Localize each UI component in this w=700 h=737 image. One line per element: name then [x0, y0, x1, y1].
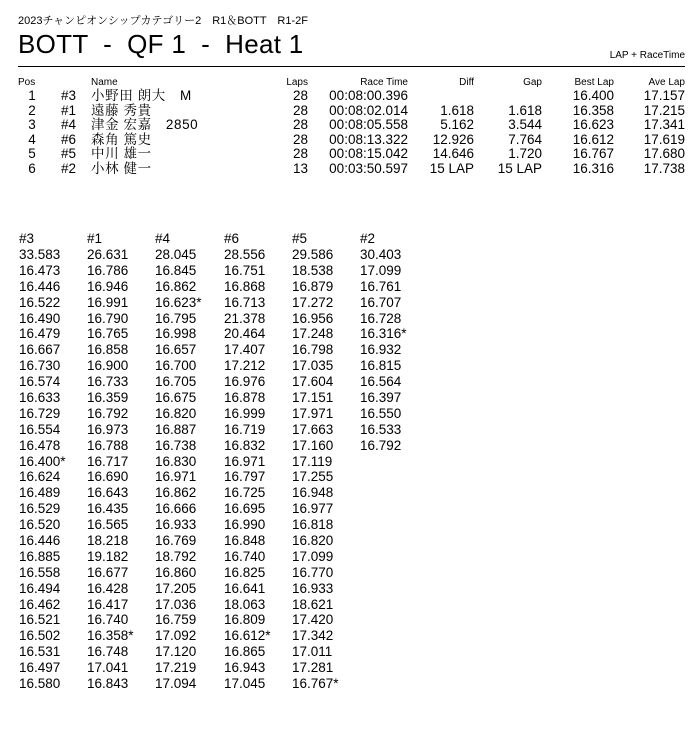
lap-time: 16.728 [360, 310, 402, 326]
lap-time: 17.342 [292, 628, 334, 644]
lap-time: 16.695 [224, 501, 266, 517]
name-cell: 小野田 朗大 M [91, 88, 192, 103]
lap-time: 17.407 [224, 342, 266, 358]
no-cell: #6 [60, 131, 77, 147]
lap-time: 17.041 [87, 660, 129, 676]
lap-time: 16.932 [360, 342, 402, 358]
lap-time: 16.971 [155, 469, 197, 485]
lap-time: 17.420 [292, 612, 334, 628]
lap-time: 16.956 [292, 310, 334, 326]
laps-cell: 28 [292, 131, 308, 147]
diff-cell: 12.926 [432, 131, 474, 147]
no-cell: #4 [60, 117, 77, 133]
no-cell: #3 [60, 88, 77, 103]
lap-time: 17.045 [224, 676, 266, 692]
lap-column-header: #4 [155, 231, 171, 246]
lap-time: 16.478 [19, 437, 61, 453]
lap-time: 16.624 [19, 469, 61, 485]
lap-time: 17.099 [292, 548, 334, 564]
gap-cell: 3.544 [508, 117, 542, 133]
lap-time: 16.358* [87, 628, 134, 644]
lap-time: 16.820 [292, 533, 334, 549]
lap-time: 16.740 [87, 612, 129, 628]
lap-time: 17.035 [292, 358, 334, 374]
col-header-pos: Pos [18, 77, 36, 88]
lap-time: 16.316* [360, 326, 407, 342]
col-header-best-lap: Best Lap [574, 77, 614, 88]
lap-time: 17.151 [292, 390, 334, 406]
lap-time: 18.621 [292, 596, 334, 612]
lap-time: 16.751 [224, 262, 266, 278]
lap-time: 16.830 [155, 453, 197, 469]
lap-time: 16.865 [224, 644, 266, 660]
name-cell: 津金 宏嘉 2850 [91, 117, 199, 133]
lap-column-header: #3 [19, 231, 35, 246]
ave-lap-cell: 17.738 [643, 160, 685, 176]
lap-time: 16.730 [19, 358, 61, 374]
lap-column [360, 231, 430, 454]
lap-time: 16.998 [155, 326, 197, 342]
lap-time: 16.725 [224, 485, 266, 501]
lap-time: 16.700 [155, 358, 197, 374]
best-lap-cell: 16.316 [572, 160, 614, 176]
result-row [18, 104, 685, 119]
result-row [18, 89, 685, 104]
lap-time: 16.933 [155, 517, 197, 533]
laps-cell: 28 [292, 88, 308, 103]
lap-time: 16.633 [19, 390, 61, 406]
no-cell: #2 [60, 160, 77, 176]
name-cell: 遠藤 秀貴 [91, 102, 152, 118]
lap-time: 16.717 [87, 453, 129, 469]
lap-time: 16.729 [19, 405, 61, 421]
race-time-cell: 00:08:05.558 [329, 117, 408, 133]
lap-time: 16.765 [87, 326, 129, 342]
col-header-laps: Laps [286, 77, 308, 88]
lap-time: 16.397 [360, 390, 402, 406]
diff-cell: 5.162 [440, 117, 474, 133]
gap-cell: 7.764 [508, 131, 542, 147]
lap-time: 17.255 [292, 469, 334, 485]
race-time-cell: 00:08:02.014 [329, 102, 408, 118]
race-time-cell: 00:08:00.396 [329, 88, 408, 103]
lap-time: 16.479 [19, 326, 61, 342]
lap-time: 16.417 [87, 596, 129, 612]
lap-time: 16.825 [224, 564, 266, 580]
lap-column [155, 231, 225, 692]
lap-time: 16.641 [224, 580, 266, 596]
lap-time: 17.272 [292, 294, 334, 310]
lap-time: 16.885 [19, 548, 61, 564]
lap-time: 16.843 [87, 676, 129, 692]
lap-time: 17.119 [292, 453, 333, 469]
lap-time: 16.533 [360, 421, 402, 437]
col-header-diff: Diff [459, 77, 474, 88]
lap-time: 16.820 [155, 405, 197, 421]
name-cell: 中川 雄一 [91, 146, 152, 162]
result-row [18, 162, 685, 177]
name-cell: 森角 篤史 [91, 131, 152, 147]
lap-time: 16.845 [155, 262, 197, 278]
lap-time: 16.435 [87, 501, 129, 517]
lap-time: 16.878 [224, 390, 266, 406]
lap-time: 16.657 [155, 342, 197, 358]
lap-time: 16.462 [19, 596, 61, 612]
lap-time: 16.690 [87, 469, 129, 485]
pos-cell: 1 [28, 88, 36, 103]
lap-time: 16.788 [87, 437, 129, 453]
gap-cell [474, 89, 542, 104]
laps-cell: 28 [292, 102, 308, 118]
col-header-race-time: Race Time [360, 77, 408, 88]
lap-time: 18.063 [224, 596, 266, 612]
lap-time: 17.604 [292, 374, 334, 390]
lap-time: 16.489 [19, 485, 61, 501]
page-title: BOTT - QF 1 - Heat 1 [18, 29, 304, 59]
lap-time: 16.359 [87, 390, 129, 406]
diff-cell: 1.618 [440, 102, 474, 118]
lap-time: 16.809 [224, 612, 266, 628]
lap-column [19, 231, 89, 692]
diff-cell [408, 89, 474, 104]
lap-time: 26.631 [87, 247, 129, 262]
lap-time: 17.663 [292, 421, 334, 437]
lap-time: 17.094 [155, 676, 197, 692]
lap-time: 16.900 [87, 358, 129, 374]
lap-time: 16.400* [19, 453, 66, 469]
ave-lap-cell: 17.341 [643, 117, 685, 133]
lap-time: 18.218 [87, 533, 129, 549]
lap-time: 16.976 [224, 374, 266, 390]
lap-time: 18.792 [155, 548, 197, 564]
ave-lap-cell: 17.619 [643, 131, 685, 147]
diff-cell: 15 LAP [429, 160, 474, 176]
race-time-cell: 00:03:50.597 [329, 160, 408, 176]
lap-time: 16.798 [292, 342, 334, 358]
lap-time: 16.971 [224, 453, 266, 469]
lap-time: 16.667 [19, 342, 61, 358]
lap-time: 16.565 [87, 517, 129, 533]
race-time-cell: 00:08:13.322 [329, 131, 408, 147]
lap-time: 16.494 [19, 580, 61, 596]
lap-time: 33.583 [19, 247, 61, 262]
lap-time: 16.792 [360, 437, 402, 453]
lap-time: 19.182 [87, 548, 129, 564]
lap-time: 16.713 [224, 294, 266, 310]
lap-column [87, 231, 157, 692]
lap-time: 16.612* [224, 628, 271, 644]
lap-time: 16.860 [155, 564, 197, 580]
lap-time: 16.887 [155, 421, 197, 437]
lap-time: 16.733 [87, 374, 129, 390]
lap-time: 16.818 [292, 517, 334, 533]
ave-lap-cell: 17.215 [643, 102, 685, 118]
lap-time: 16.705 [155, 374, 197, 390]
lap-time: 16.520 [19, 517, 61, 533]
col-header-gap: Gap [523, 77, 542, 88]
lap-time: 16.502 [19, 628, 61, 644]
lap-time: 17.011 [292, 644, 333, 660]
lap-time: 16.707 [360, 294, 402, 310]
lap-column [224, 231, 294, 692]
lap-time: 16.862 [155, 278, 197, 294]
lap-time: 16.564 [360, 374, 402, 390]
lap-time: 16.990 [224, 517, 266, 533]
lap-time: 16.769 [155, 533, 197, 549]
lap-time: 16.948 [292, 485, 334, 501]
best-lap-cell: 16.400 [572, 88, 614, 103]
laps-cell: 13 [292, 160, 308, 176]
best-lap-cell: 16.623 [572, 117, 614, 133]
laps-cell: 28 [292, 146, 308, 162]
pos-cell: 5 [28, 146, 36, 162]
pos-cell: 2 [28, 102, 36, 118]
lap-column-header: #5 [292, 231, 308, 246]
pos-cell: 3 [28, 117, 36, 133]
lap-time: 16.767* [292, 676, 339, 692]
lap-time: 16.759 [155, 612, 197, 628]
diff-cell: 14.646 [432, 146, 474, 162]
lap-time: 16.879 [292, 278, 334, 294]
lap-time: 29.586 [292, 247, 334, 262]
lap-time: 16.738 [155, 437, 197, 453]
lap-time: 18.538 [292, 262, 334, 278]
lap-column-header: #6 [224, 231, 240, 246]
lap-time: 16.868 [224, 278, 266, 294]
lap-time: 20.464 [224, 326, 266, 342]
lap-time: 16.574 [19, 374, 61, 390]
lap-time: 16.675 [155, 390, 197, 406]
lap-time: 16.946 [87, 278, 129, 294]
lap-time: 17.160 [292, 437, 334, 453]
gap-cell: 1.720 [508, 146, 542, 162]
lap-time: 17.036 [155, 596, 197, 612]
results-table [18, 76, 685, 177]
lap-time: 16.550 [360, 405, 402, 421]
best-lap-cell: 16.767 [572, 146, 614, 162]
lap-time: 16.677 [87, 564, 129, 580]
lap-time: 16.943 [224, 660, 266, 676]
result-row [18, 147, 685, 162]
lap-time: 16.973 [87, 421, 129, 437]
no-cell: #5 [60, 146, 77, 162]
lap-time: 16.490 [19, 310, 61, 326]
lap-time: 16.991 [87, 294, 129, 310]
lap-time: 16.623* [155, 294, 202, 310]
lap-time: 16.792 [87, 405, 129, 421]
lap-time: 16.740 [224, 548, 266, 564]
lap-time: 16.977 [292, 501, 334, 517]
lap-time: 16.815 [360, 358, 402, 374]
lap-time: 21.378 [224, 310, 266, 326]
lap-time: 17.099 [360, 262, 402, 278]
lap-time: 16.446 [19, 278, 61, 294]
lap-time: 16.797 [224, 469, 266, 485]
lap-time: 16.858 [87, 342, 129, 358]
lap-time: 16.554 [19, 421, 61, 437]
lap-time: 16.531 [19, 644, 61, 660]
lap-time: 16.446 [19, 533, 61, 549]
result-row [18, 118, 685, 133]
lap-time: 16.786 [87, 262, 129, 278]
lap-column [292, 231, 362, 692]
lap-time: 17.248 [292, 326, 334, 342]
lap-time: 16.529 [19, 501, 61, 517]
lap-time: 28.556 [224, 247, 266, 262]
lap-time: 17.092 [155, 628, 197, 644]
lap-time: 30.403 [360, 247, 402, 262]
header-rule [18, 66, 685, 67]
lap-time: 16.719 [224, 421, 266, 437]
lap-column-header: #2 [360, 231, 376, 246]
lap-time: 17.120 [155, 644, 197, 660]
event-subtitle: 2023チャンピオンシップカテゴリー2 R1＆BOTT R1-2F [18, 15, 308, 27]
col-header-ave-lap: Ave Lap [648, 77, 685, 88]
no-cell: #1 [60, 102, 77, 118]
lap-time: 16.933 [292, 580, 334, 596]
lap-time: 16.999 [224, 405, 266, 421]
lap-time: 16.795 [155, 310, 197, 326]
gap-cell: 15 LAP [497, 160, 542, 176]
lap-time: 17.212 [224, 358, 266, 374]
lap-time: 16.428 [87, 580, 129, 596]
lap-time: 16.643 [87, 485, 129, 501]
gap-cell: 1.618 [508, 102, 542, 118]
lap-time: 16.522 [19, 294, 61, 310]
pos-cell: 6 [28, 160, 36, 176]
pos-cell: 4 [28, 131, 36, 147]
lap-time: 16.497 [19, 660, 61, 676]
lap-time: 16.848 [224, 533, 266, 549]
lap-time: 16.862 [155, 485, 197, 501]
lap-time: 16.521 [19, 612, 61, 628]
lap-time: 17.219 [155, 660, 197, 676]
ave-lap-cell: 17.157 [643, 88, 685, 103]
best-lap-cell: 16.612 [572, 131, 614, 147]
lap-time: 16.580 [19, 676, 61, 692]
lap-time: 16.770 [292, 564, 334, 580]
col-header-name: Name [91, 77, 118, 88]
lap-time: 16.473 [19, 262, 61, 278]
lap-time: 16.832 [224, 437, 266, 453]
race-time-cell: 00:08:15.042 [329, 146, 408, 162]
report-type-label: LAP + RaceTime [609, 50, 685, 61]
lap-time: 16.666 [155, 501, 197, 517]
lap-column-header: #1 [87, 231, 103, 246]
lap-time: 17.281 [292, 660, 334, 676]
ave-lap-cell: 17.680 [643, 146, 685, 162]
lap-time: 16.748 [87, 644, 129, 660]
lap-time: 28.045 [155, 247, 197, 262]
lap-time: 17.205 [155, 580, 197, 596]
lap-time: 16.761 [360, 278, 402, 294]
lap-time: 16.790 [87, 310, 129, 326]
lap-time: 16.558 [19, 564, 61, 580]
laps-cell: 28 [292, 117, 308, 133]
best-lap-cell: 16.358 [572, 102, 614, 118]
lap-time: 17.971 [292, 405, 334, 421]
name-cell: 小林 健一 [91, 160, 152, 176]
